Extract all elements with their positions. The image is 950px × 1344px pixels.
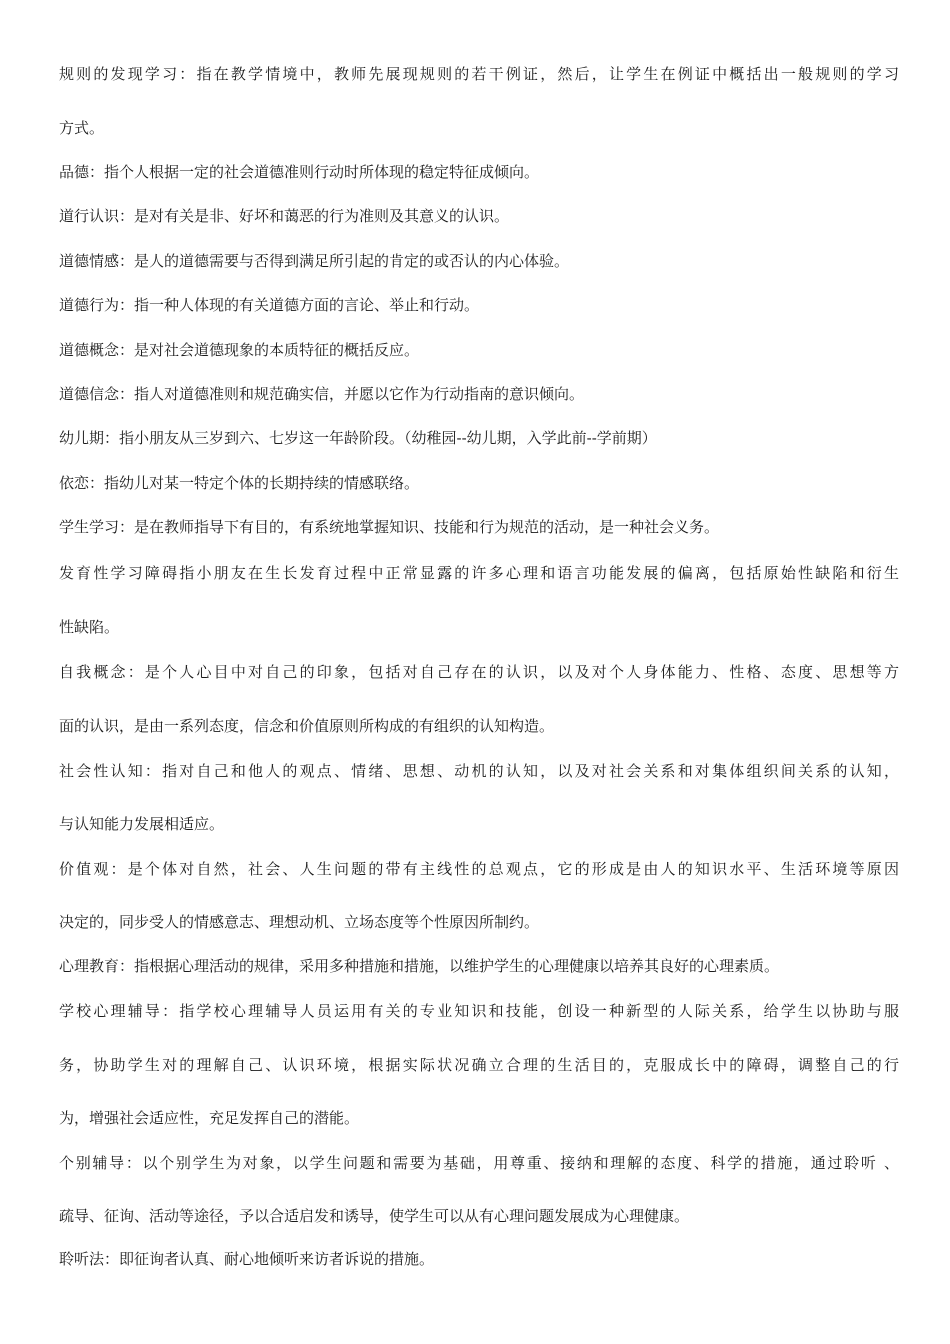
text-line: 个别辅导：以个别学生为对象，以学生问题和需要为基础，用尊重、接纳和理解的态度、科学的措施，通过聆听 、 [59,1154,899,1172]
text-line: 规则的发现学习：指在教学情境中，教师先展现规则的若干例证，然后，让学生在例证中概括出一般规则的学习 [59,65,899,83]
text-line: 社会性认知：指对自己和他人的观点、情绪、思想、动机的认知，以及对社会关系和对集体组织间关系的认知， [59,762,899,780]
text-line: 聆听法：即征询者认真、耐心地倾听来访者诉说的措施。 [59,1250,435,1268]
text-line: 方式。 [59,119,105,137]
text-line: 依恋：指幼儿对某一特定个体的长期持续的情感联络。 [59,474,420,492]
text-line: 学校心理辅导：指学校心理辅导人员运用有关的专业知识和技能，创设一种新型的人际关系，给学生以协助与服 [59,1002,899,1020]
text-line: 道德情感：是人的道德需要与否得到满足所引起的肯定的或否认的内心体验。 [59,252,570,270]
text-line: 务，协助学生对的理解自己、认识环境，根据实际状况确立合理的生活目的，克服成长中的障碍，调整自己的行 [59,1056,899,1074]
text-line: 面的认识，是由一系列态度，信念和价值原则所构成的有组织的认知构造。 [59,717,555,735]
text-line: 道行认识：是对有关是非、好坏和蔼恶的行为准则及其意义的认识。 [59,207,510,225]
text-line: 发育性学习障碍指小朋友在生长发育过程中正常显露的许多心理和语言功能发展的偏离，包括原始性缺陷和衍生 [59,564,899,582]
text-line: 为，增强社会适应性，充足发挥自己的潜能。 [59,1109,360,1127]
text-line: 心理教育：指根据心理活动的规律，采用多种措施和措施，以维护学生的心理健康以培养其良好的心理素质。 [59,957,780,975]
text-line: 道德信念：指人对道德准则和规范确实信，并愿以它作为行动指南的意识倾向。 [59,385,585,403]
text-line: 与认知能力发展相适应。 [59,815,225,833]
text-line: 价值观：是个体对自然，社会、人生问题的带有主线性的总观点，它的形成是由人的知识水平、生活环境等原因 [59,860,899,878]
text-line: 品德：指个人根据一定的社会道德准则行动时所体现的稳定特征成倾向。 [59,163,540,181]
text-line: 决定的，同步受人的情感意志、理想动机、立场态度等个性原因所制约。 [59,913,540,931]
text-line: 幼儿期：指小朋友从三岁到六、七岁这一年龄阶段。（幼稚园--幼儿期，入学此前--学前期） [59,429,657,447]
text-line: 道德概念：是对社会道德现象的本质特征的概括反应。 [59,341,420,359]
text-line: 自我概念：是个人心目中对自己的印象，包括对自己存在的认识，以及对个人身体能力、性格、态度、思想等方 [59,663,899,681]
text-line: 疏导、征询、活动等途径，予以合适启发和诱导，使学生可以从有心理问题发展成为心理健康。 [59,1207,690,1225]
text-line: 学生学习：是在教师指导下有目的，有系统地掌握知识、技能和行为规范的活动，是一种社会义务。 [59,518,720,536]
text-line: 道德行为：指一种人体现的有关道德方面的言论、举止和行动。 [59,296,480,314]
text-line: 性缺陷。 [59,618,120,636]
